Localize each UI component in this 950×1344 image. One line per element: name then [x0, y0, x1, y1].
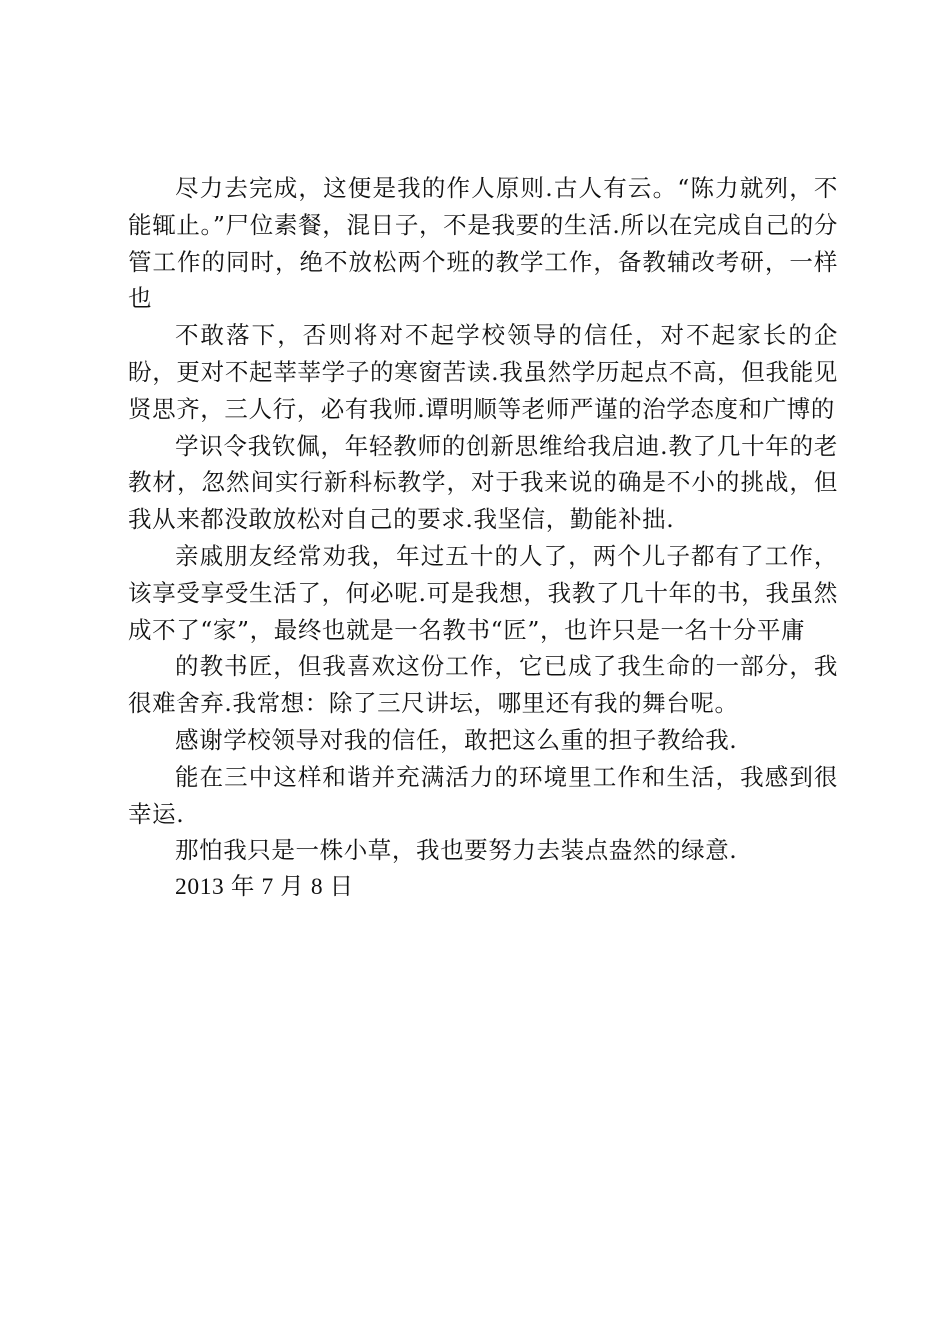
document-body [128, 170, 838, 906]
paragraph-8: 那怕我只是一株小草，我也要努力去装点盎然的绿意. [175, 836, 738, 865]
paragraph-3: 学识令我钦佩，年轻教师的创新思维给我启迪.教了几十年的老教材，忽然间实行新科标教学，对于我来说的确是不小的挑战，但我从来都没敢放松对自己的要求.我坚信，勤能补拙. [128, 431, 838, 534]
paragraph-1: 尽力去完成，这便是我的作人原则.古人有云。“陈力就列，不能辄止。”尸位素餐，混日子，不是我要的生活.所以在完成自己的分管工作的同时，绝不放松两个班的教学工作，备教辅改考研，一样也 [128, 174, 838, 313]
paragraph-4: 亲戚朋友经常劝我，年过五十的人了，两个儿子都有了工作，该享受享受生活了，何必呢.可是我想，我教了几十年的书，我虽然成不了“家”，最终也就是一名教书“匠”，也许只是一名十分平庸 [128, 541, 838, 644]
document-date: 2013 年 7 月 8 日 [175, 874, 354, 901]
paragraph-2: 不敢落下，否则将对不起学校领导的信任，对不起家长的企盼，更对不起莘莘学子的寒窗苦读.我虽然学历起点不高，但我能见贤思齐，三人行，必有我师.谭明顺等老师严谨的治学态度和广博的 [128, 321, 839, 423]
paragraph-7: 能在三中这样和谐并充满活力的环境里工作和生活，我感到很幸运. [128, 762, 838, 828]
paragraph-5: 的教书匠，但我喜欢这份工作，它已成了我生命的一部分，我很难舍弃.我常想：除了三尺讲坛，哪里还有我的舞台呢。 [128, 652, 838, 718]
paragraph-6: 感谢学校领导对我的信任，敢把这么重的担子教给我. [175, 725, 738, 754]
